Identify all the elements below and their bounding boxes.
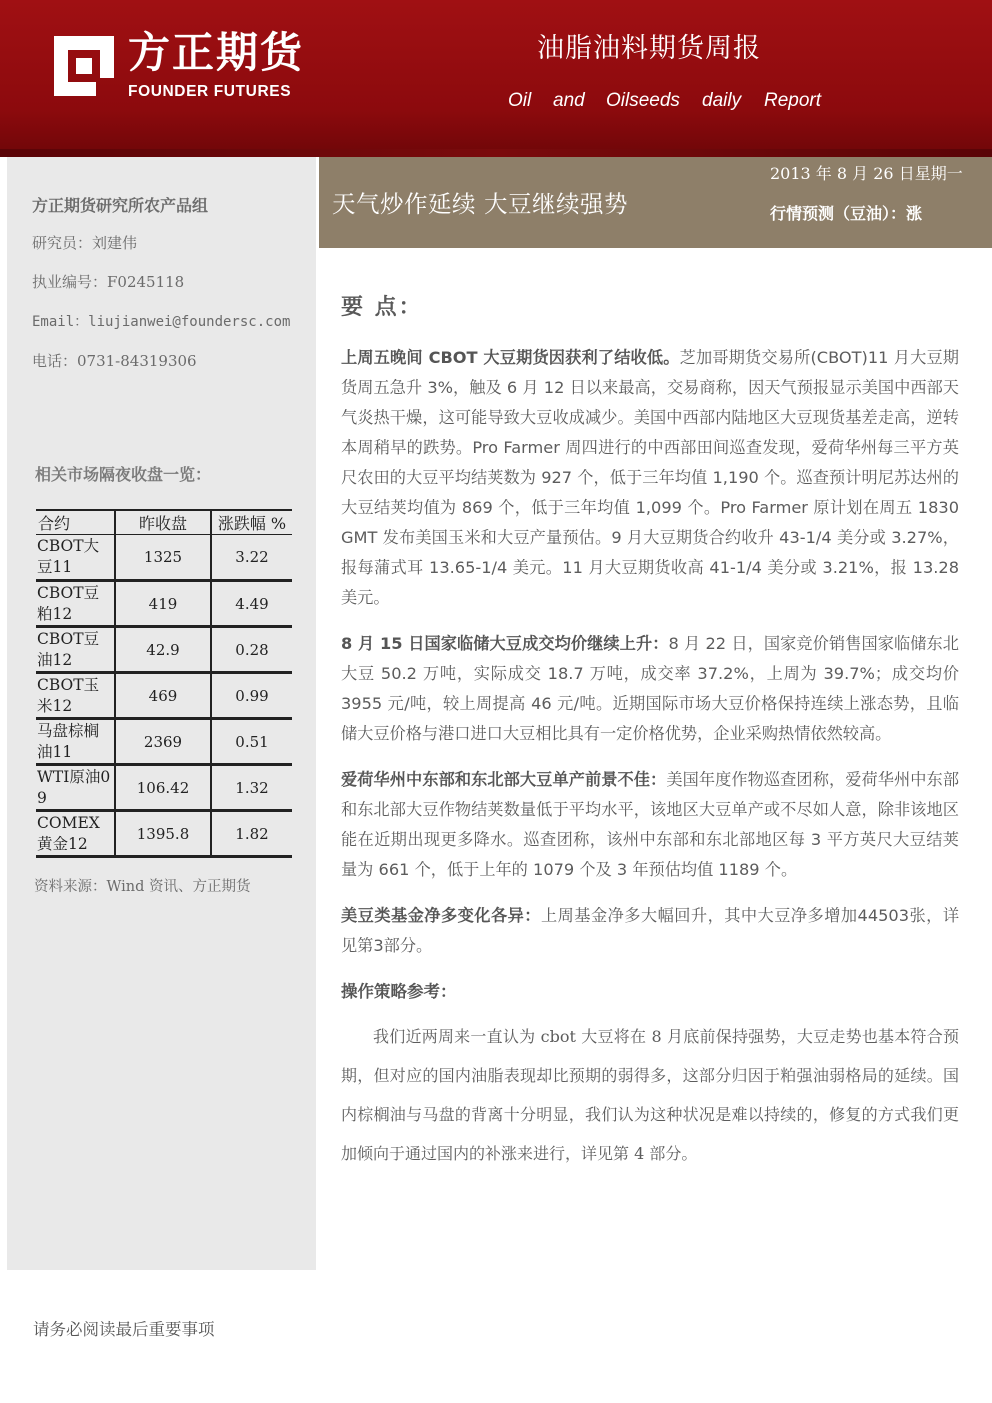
contract-cell: CBOT大豆11 xyxy=(37,537,100,576)
table-row xyxy=(36,811,292,857)
contract-cell: COMEX黄金12 xyxy=(37,813,100,853)
main-content xyxy=(341,290,959,1173)
table-header-row xyxy=(36,510,292,535)
key-point-paragraph xyxy=(341,901,959,961)
change-cell: 0.51 xyxy=(211,719,292,765)
change-cell: 1.82 xyxy=(211,811,292,857)
table-row xyxy=(36,581,292,627)
data-source-note: 资料来源：Wind 资讯、方正期货 xyxy=(34,879,251,895)
report-date: 2013 年 8 月 26 日星期一 xyxy=(770,164,963,183)
close-cell: 419 xyxy=(115,581,211,627)
table-row xyxy=(36,627,292,673)
paragraph-body: 芝加哥期货交易所(CBOT)11 月大豆期货周五急升 3%，触及 6 月 12 日以来最高，交易商称，因天气预报显示美国中西部天气炎热干燥，这可能导致大豆收成减少。美国中西部内陆地区大豆现货基差走高，逆转本周稍早的跌势。Pro Farmer 周四进行的中西部田间巡查发现，爱荷华州每三平方英尺农田的大豆平均结荚数为 927 个，低于三年均值 1,190 个。巡查预计明尼苏达州的大豆结荚均值为 869 个，低于三年均值 1,099 个。Pro Farmer 原计划在周五 1830 GMT 发布美国玉米和大豆产量预估。9 月大豆期货合约收升 43-1/4 美分或 3.27%，报每蒲式耳 13.65-1/4 美元。11 月大豆期货收高 41-1/4 美分或 3.21%，报 13.28 美元。 xyxy=(341,348,959,607)
report-title-en-word: daily xyxy=(702,90,742,111)
column-header-change: 涨跌幅 % xyxy=(211,510,292,535)
key-point-paragraph xyxy=(341,765,959,885)
table-row xyxy=(36,719,292,765)
founder-logo-icon xyxy=(50,32,118,100)
report-title-en-word: Report xyxy=(764,90,822,111)
email-link[interactable]: Email：liujianwei@foundersc.com xyxy=(32,314,291,330)
close-cell: 2369 xyxy=(115,719,211,765)
contract-cell: CBOT玉米12 xyxy=(37,675,100,715)
contract-cell: 马盘棕榈油11 xyxy=(37,721,100,761)
report-headline: 天气炒作延续 大豆继续强势 xyxy=(332,190,628,218)
close-cell: 1395.8 xyxy=(115,811,211,857)
research-org: 方正期货研究所农产品组 xyxy=(32,196,209,215)
brand-name-en: FOUNDER FUTURES xyxy=(128,83,292,100)
license-number: 执业编号：F0245118 xyxy=(32,273,185,291)
disclaimer-note: 请务必阅读最后重要事项 xyxy=(33,1320,215,1339)
key-point-paragraph xyxy=(341,343,959,613)
contract-cell: WTI原油09 xyxy=(37,767,111,807)
report-title-en-word: and xyxy=(553,90,585,111)
analyst-name: 研究员：刘建伟 xyxy=(32,234,138,252)
report-title-en-word: Oil xyxy=(508,90,532,111)
change-cell: 1.32 xyxy=(211,765,292,811)
report-title-cn: 油脂油料期货周报 xyxy=(537,33,761,64)
paragraph-lead: 8 月 15 日国家临储大豆成交均价继续上升： xyxy=(341,634,669,653)
strategy-text: 我们近两周来一直认为 cbot 大豆将在 8 月底前保持强势，大豆走势也基本符合预期，但对应的国内油脂表现却比预期的弱得多，这部分归因于粕强油弱格局的延续。国内棕榈油与马盘的背离十分明显，我们认为这种状况是难以持续的，修复的方式我们更加倾向于通过国内的补涨来进行，详见第 4 部分。 xyxy=(341,1027,959,1163)
column-header-contract: 合约 xyxy=(38,514,71,533)
key-point-paragraph xyxy=(341,629,959,749)
table-row xyxy=(36,765,292,811)
paragraph-lead: 上周五晚间 CBOT 大豆期货因获利了结收低。 xyxy=(341,348,680,367)
paragraph-lead: 美豆类基金净多变化各异： xyxy=(341,906,541,925)
column-header-close: 昨收盘 xyxy=(115,510,211,535)
key-points-title: 要 点： xyxy=(341,295,423,320)
strategy-title: 操作策略参考： xyxy=(341,982,457,1001)
close-cell: 106.42 xyxy=(115,765,211,811)
brand-name-cn: 方正期货 xyxy=(128,28,305,77)
paragraph-body: 美国年度作物巡查团称，爱荷华州中东部和东北部大豆作物结荚数量低于平均水平，该地区大豆单产或不尽如人意，除非该地区能在近期出现更多降水。巡查团称，该州中东部和东北部地区每 3 平方英尺大豆结荚量为 661 个，低于上年的 1079 个及 3 年预估均值 1189 个。 xyxy=(341,770,960,879)
market-forecast: 行情预测（豆油）：涨 xyxy=(770,204,923,223)
paragraph-lead: 爱荷华州中东部和东北部大豆单产前景不佳： xyxy=(341,770,667,789)
market-table xyxy=(36,509,292,858)
contract-cell: CBOT豆粕12 xyxy=(37,583,100,623)
change-cell: 0.99 xyxy=(211,673,292,719)
report-header xyxy=(0,0,992,157)
change-cell: 0.28 xyxy=(211,627,292,673)
close-cell: 1325 xyxy=(115,535,211,581)
table-row xyxy=(36,535,292,581)
contract-cell: CBOT豆油12 xyxy=(37,629,100,669)
report-title-en xyxy=(508,90,828,112)
market-overview-title: 相关市场隔夜收盘一览： xyxy=(35,465,212,484)
paragraph-body: 上周基金净多大幅回升，其中大豆净多增加44503张，详见第3部分。 xyxy=(341,906,960,955)
title-band xyxy=(319,157,992,248)
table-row xyxy=(36,673,292,719)
header-stripe xyxy=(0,149,992,157)
sidebar xyxy=(7,157,316,1270)
phone-number: 电话：0731-84319306 xyxy=(32,352,197,370)
change-cell: 3.22 xyxy=(211,535,292,581)
report-title-en-word: Oilseeds xyxy=(606,90,680,111)
change-cell: 4.49 xyxy=(211,581,292,627)
paragraph-body: 8 月 22 日，国家竞价销售国家临储东北大豆 50.2 万吨，实际成交 18.7 万吨，成交率 37.2%，上周为 39.7%；成交均价 3955 元/吨，较上周提高 46 元/吨。近期国际市场大豆价格保持连续上涨态势，且临储大豆价格与港口进口大豆相比具有一定价格优势，企业采购热情依然较高。 xyxy=(341,634,959,743)
close-cell: 42.9 xyxy=(115,627,211,673)
close-cell: 469 xyxy=(115,673,211,719)
